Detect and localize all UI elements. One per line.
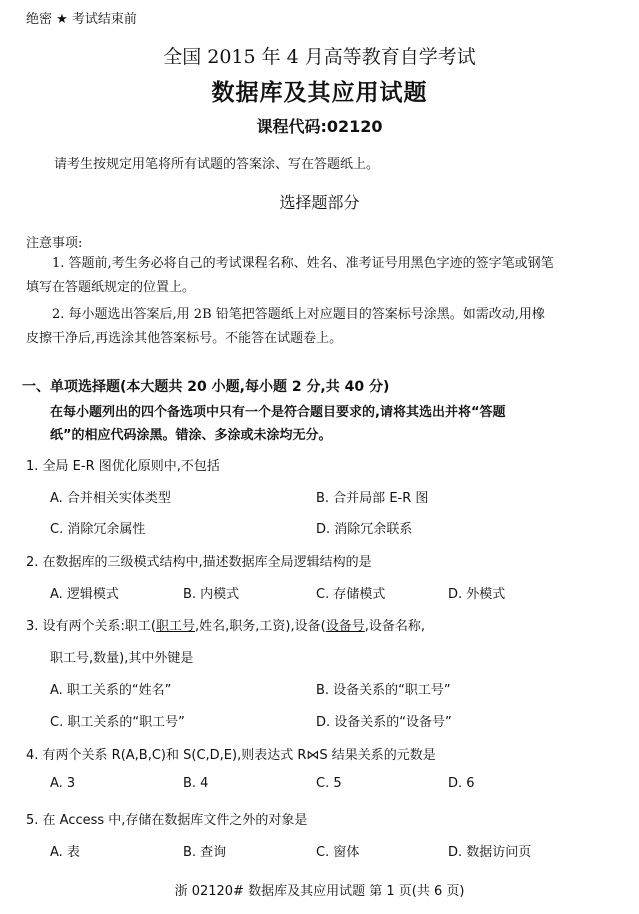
question-1-option-a: A. 合并相关实体类型 — [50, 491, 171, 506]
question-3-option-d: D. 设备关系的“设备号” — [316, 715, 452, 730]
question-1-option-b: B. 合并局部 E-R 图 — [316, 491, 429, 506]
page-footer: 浙 02120# 数据库及其应用试题 第 1 页(共 6 页) — [174, 884, 465, 899]
question-1-option-c: C. 消除冗余属性 — [50, 522, 146, 537]
question-2-option-c: C. 存储模式 — [316, 587, 386, 602]
section-desc-line-1: 在每小题列出的四个备选项中只有一个是符合题目要求的,请将其选出并将“答题 — [50, 405, 506, 420]
exam-title: 全国 2015 年 4 月高等教育自学考试 — [163, 46, 476, 68]
question-3-stem-part-1: 3. 设有两个关系:职工( — [26, 619, 156, 634]
section-desc-line-2: 纸”的相应代码涂黑。错涂、多涂或未涂均无分。 — [50, 428, 332, 443]
question-1-option-d: D. 消除冗余联系 — [316, 522, 413, 537]
notice-item-1-line-2: 填写在答题纸规定的位置上。 — [26, 280, 196, 295]
question-3-stem-line-2: 职工号,数量),其中外键是 — [50, 651, 194, 666]
secret-label: 绝密 ★ 考试结束前 — [26, 12, 137, 27]
notice-heading: 注意事项: — [26, 236, 83, 251]
section-title: 一、单项选择题(本大题共 20 小题,每小题 2 分,共 40 分) — [22, 379, 390, 395]
question-5-option-b: B. 查询 — [183, 845, 227, 860]
question-3-option-b: B. 设备关系的“职工号” — [316, 683, 451, 698]
question-4-stem: 4. 有两个关系 R(A,B,C)和 S(C,D,E),则表达式 R⋈S 结果关系的元数是 — [26, 748, 436, 763]
notice-item-2-line-1: 2. 每小题选出答案后,用 2B 铅笔把答题纸上对应题目的答案标号涂黑。如需改动,用橡 — [52, 307, 545, 322]
question-2-option-b: B. 内模式 — [183, 587, 240, 602]
question-5-stem: 5. 在 Access 中,存储在数据库文件之外的对象是 — [26, 813, 308, 828]
question-2-option-a: A. 逻辑模式 — [50, 587, 119, 602]
question-3-stem-part-5: ,设备名称, — [364, 619, 425, 634]
question-4-option-b: B. 4 — [183, 776, 209, 791]
question-5-option-c: C. 窗体 — [316, 845, 360, 860]
question-3-primary-key-device: 设备号 — [325, 619, 365, 634]
question-3-option-c: C. 职工关系的“职工号” — [50, 715, 185, 730]
question-4-option-a: A. 3 — [50, 776, 76, 791]
instruction-text: 请考生按规定用笔将所有试题的答案涂、写在答题纸上。 — [54, 157, 380, 172]
question-3-stem-line-1 — [26, 615, 425, 634]
question-4-option-d: D. 6 — [448, 776, 475, 791]
course-code: 课程代码:02120 — [256, 117, 383, 136]
question-5-option-a: A. 表 — [50, 845, 80, 860]
part-title: 选择题部分 — [279, 193, 360, 212]
question-5-option-d: D. 数据访问页 — [448, 845, 532, 860]
subject-title: 数据库及其应用试题 — [211, 80, 428, 106]
question-3-stem-part-3: ,姓名,职务,工资),设备( — [195, 619, 326, 634]
question-2-stem: 2. 在数据库的三级模式结构中,描述数据库全局逻辑结构的是 — [26, 555, 372, 570]
question-4-option-c: C. 5 — [316, 776, 342, 791]
question-3-option-a: A. 职工关系的“姓名” — [50, 683, 172, 698]
question-2-option-d: D. 外模式 — [448, 587, 506, 602]
question-1-stem: 1. 全局 E-R 图优化原则中,不包括 — [26, 459, 220, 474]
notice-item-2-line-2: 皮擦干净后,再选涂其他答案标号。不能答在试题卷上。 — [26, 331, 343, 346]
notice-item-1-line-1: 1. 答题前,考生务必将自己的考试课程名称、姓名、准考证号用黑色字迹的签字笔或钢笔 — [52, 256, 554, 271]
question-3-primary-key-employee: 职工号 — [156, 619, 196, 634]
